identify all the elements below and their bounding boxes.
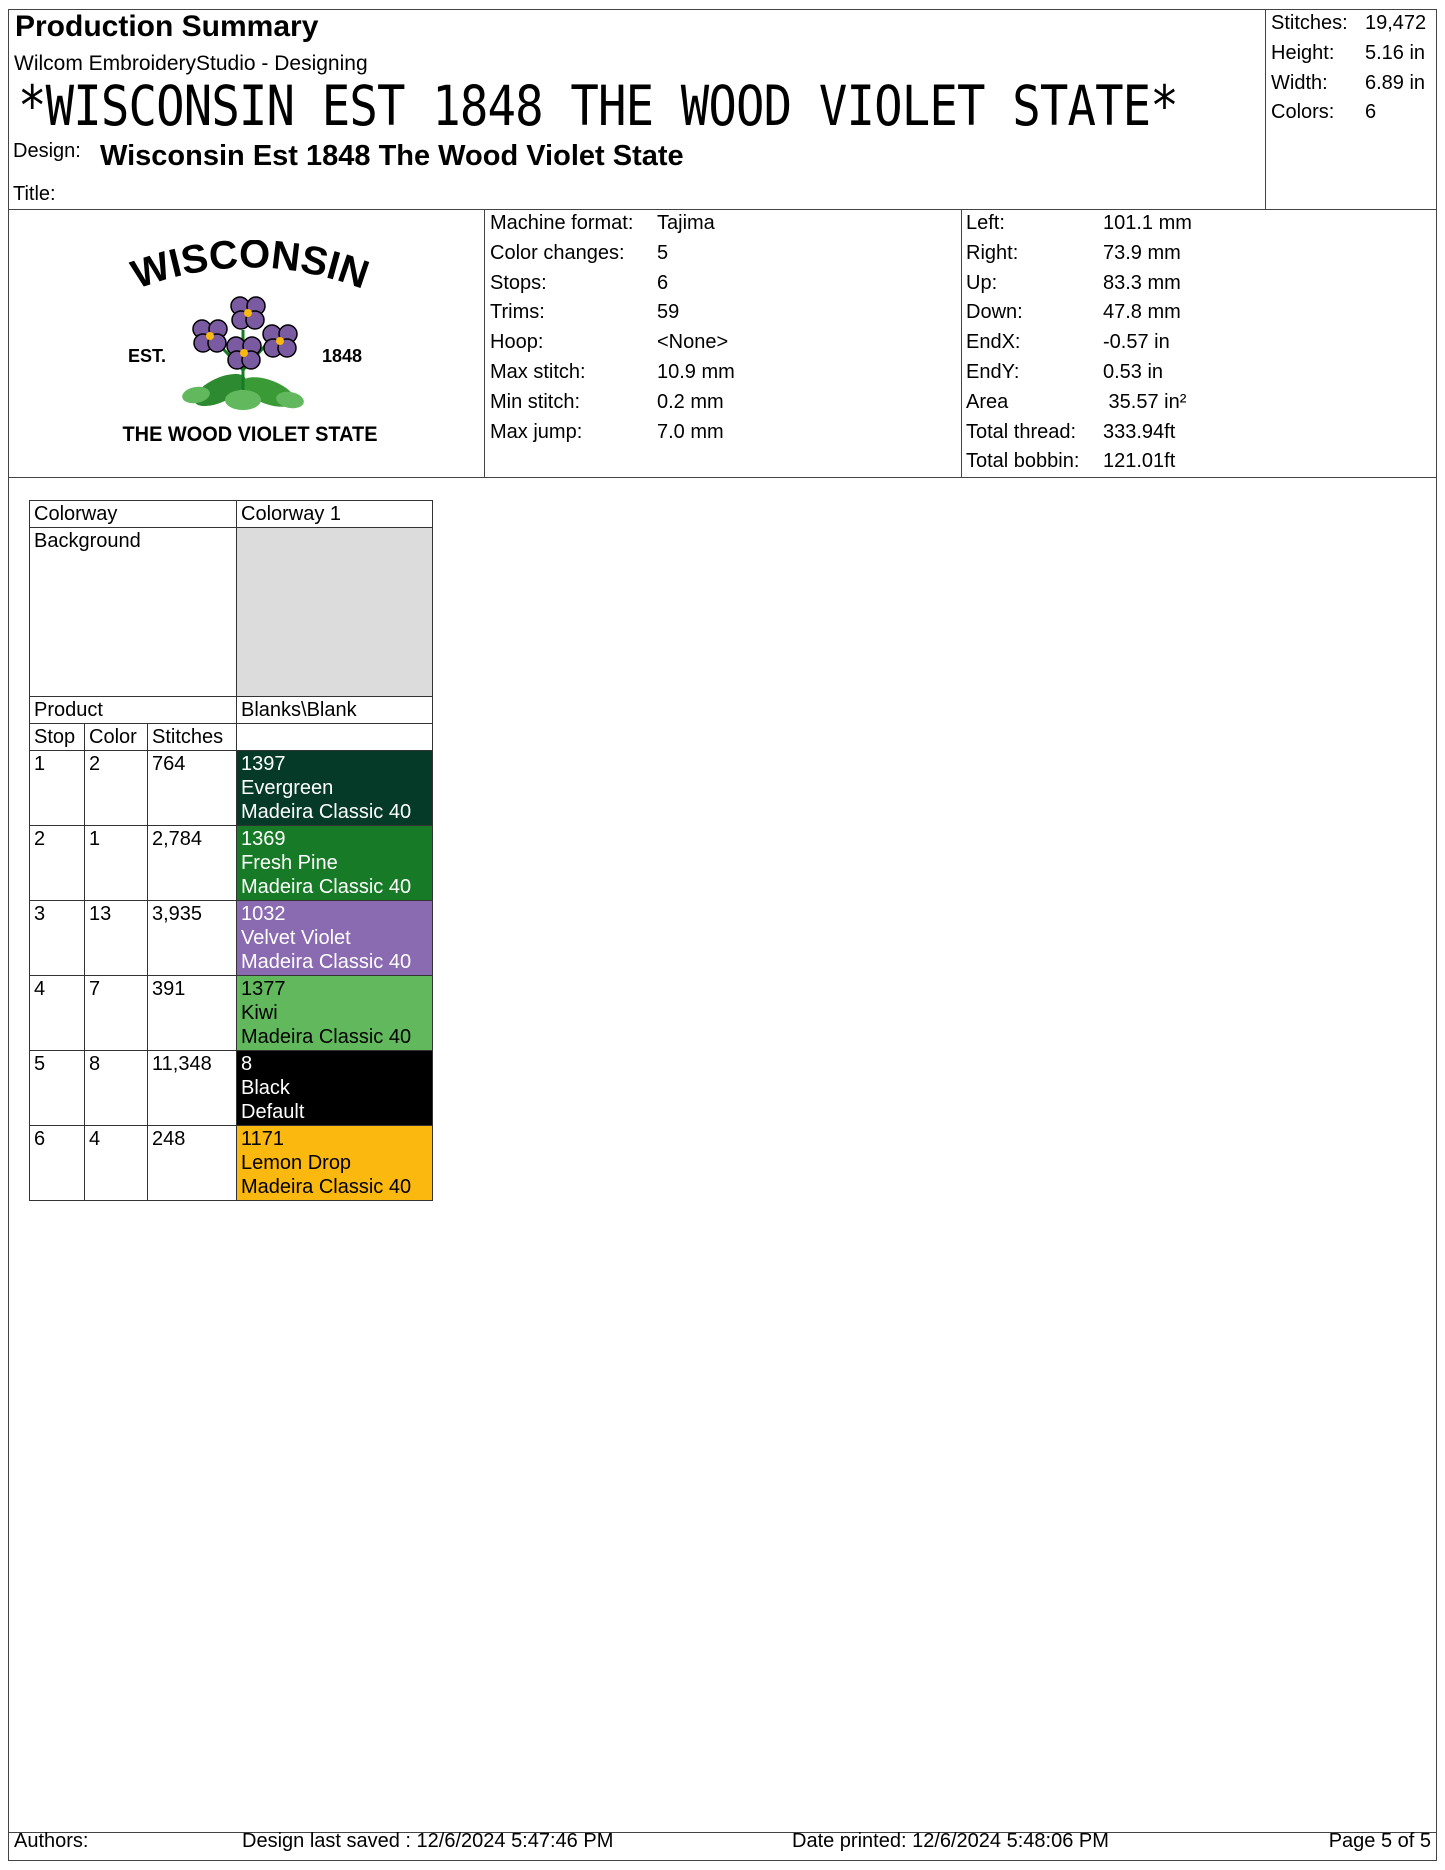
table-row [30, 826, 433, 901]
extents-row: Left: 101.1 mm [966, 212, 1192, 234]
machine-info [490, 209, 735, 447]
color-cell: 1 [85, 826, 148, 901]
footer-saved: Design last saved : 12/6/2024 5:47:46 PM [242, 1830, 614, 1852]
thread-swatch: 1171 Lemon Drop Madeira Classic 40 [237, 1126, 433, 1201]
app-name: Wilcom EmbroideryStudio - Designing [14, 52, 368, 75]
stitches-cell: 2,784 [148, 826, 237, 901]
extents-row: EndY: 0.53 in [966, 360, 1164, 383]
color-cell: 8 [85, 1051, 148, 1126]
background-label: Background [30, 528, 237, 697]
table-row [30, 1126, 433, 1201]
column-header: Color [85, 724, 148, 751]
color-cell: 7 [85, 976, 148, 1051]
machine-row: Min stitch: 0.2 mm [490, 390, 724, 413]
preview-left-text: EST. [128, 346, 167, 366]
design-label: Design: [13, 140, 81, 162]
stitches-cell: 248 [148, 1126, 237, 1201]
extents-row: Down: 47.8 mm [966, 301, 1181, 324]
stitches-cell: 11,348 [148, 1051, 237, 1126]
colorway-value: Colorway 1 [237, 501, 433, 528]
summary-list [1271, 9, 1426, 128]
design-name: Wisconsin Est 1848 The Wood Violet State [100, 140, 684, 172]
colorway-header-row [30, 501, 433, 528]
product-value: Blanks\Blank [237, 697, 433, 724]
footer-printed: Date printed: 12/6/2024 5:48:06 PM [792, 1830, 1109, 1852]
stop-cell: 4 [30, 976, 85, 1051]
stop-cell: 2 [30, 826, 85, 901]
summary-row: Stitches: 19,472 [1271, 12, 1427, 34]
color-cell: 4 [85, 1126, 148, 1201]
divider [8, 1832, 1437, 1833]
product-label: Product [30, 697, 237, 724]
table-row [30, 751, 433, 826]
stop-cell: 1 [30, 751, 85, 826]
table-row [30, 901, 433, 976]
table-row [30, 1051, 433, 1126]
colorway-table [29, 500, 433, 1201]
column-header-row [30, 724, 433, 751]
stop-cell: 6 [30, 1126, 85, 1201]
stop-rows [30, 751, 433, 1201]
summary-row: Width: 6.89 in [1271, 71, 1426, 94]
extents-row: EndX: -0.57 in [966, 331, 1170, 354]
violet-flower-graphic [193, 297, 297, 369]
thread-swatch: 8 Black Default [237, 1051, 433, 1126]
thread-swatch: 1032 Velvet Violet Madeira Classic 40 [237, 901, 433, 976]
color-cell: 2 [85, 751, 148, 826]
thread-swatch: 1369 Fresh Pine Madeira Classic 40 [237, 826, 433, 901]
product-row [30, 697, 433, 724]
summary-row: Height: 5.16 in [1271, 41, 1426, 64]
column-header-blank [237, 724, 433, 751]
preview-bottom-text: THE WOOD VIOLET STATE [122, 423, 378, 446]
machine-row: Max jump: 7.0 mm [490, 420, 724, 443]
stop-cell: 3 [30, 901, 85, 976]
divider [8, 477, 1437, 478]
color-cell: 13 [85, 901, 148, 976]
background-swatch [237, 528, 433, 697]
background-row [30, 528, 433, 697]
extents-info [966, 209, 1192, 477]
footer-authors: Authors: [14, 1830, 89, 1852]
summary-row: Colors: 6 [1271, 101, 1377, 124]
machine-row: Stops: 6 [490, 271, 669, 294]
stop-cell: 5 [30, 1051, 85, 1126]
column-header: Stitches [148, 724, 237, 751]
machine-row: Machine format: Tajima [490, 212, 715, 234]
thread-swatch: 1397 Evergreen Madeira Classic 40 [237, 751, 433, 826]
stitches-cell: 391 [148, 976, 237, 1051]
machine-row: Max stitch: 10.9 mm [490, 360, 735, 383]
divider [961, 209, 962, 477]
divider [1265, 9, 1266, 209]
extents-row: Total thread: 333.94ft [966, 420, 1176, 443]
thread-swatch: 1377 Kiwi Madeira Classic 40 [237, 976, 433, 1051]
machine-row: Hoop: <None> [490, 331, 729, 354]
divider [484, 209, 485, 477]
colorway-label: Colorway [30, 501, 237, 528]
machine-row: Color changes: 5 [490, 241, 669, 264]
title-label: Title: [13, 183, 56, 205]
design-preview [100, 240, 400, 456]
column-header: Stop [30, 724, 85, 751]
preview-right-text: 1848 [322, 346, 363, 366]
stitches-cell: 3,935 [148, 901, 237, 976]
table-row [30, 976, 433, 1051]
page-title: Production Summary [15, 10, 319, 43]
footer-page: Page 5 of 5 [1328, 1830, 1431, 1852]
stitches-cell: 764 [148, 751, 237, 826]
machine-row: Trims: 59 [490, 301, 680, 324]
extents-row: Total bobbin: 121.01ft [966, 450, 1176, 473]
extents-row: Area 35.57 in² [966, 390, 1187, 413]
extents-row: Right: 73.9 mm [966, 241, 1181, 264]
design-banner: *WISCONSIN EST 1848 THE WOOD VIOLET STATE* [18, 74, 1178, 138]
preview-top-text: WISCONSIN [126, 240, 375, 298]
extents-row: Up: 83.3 mm [966, 271, 1181, 294]
